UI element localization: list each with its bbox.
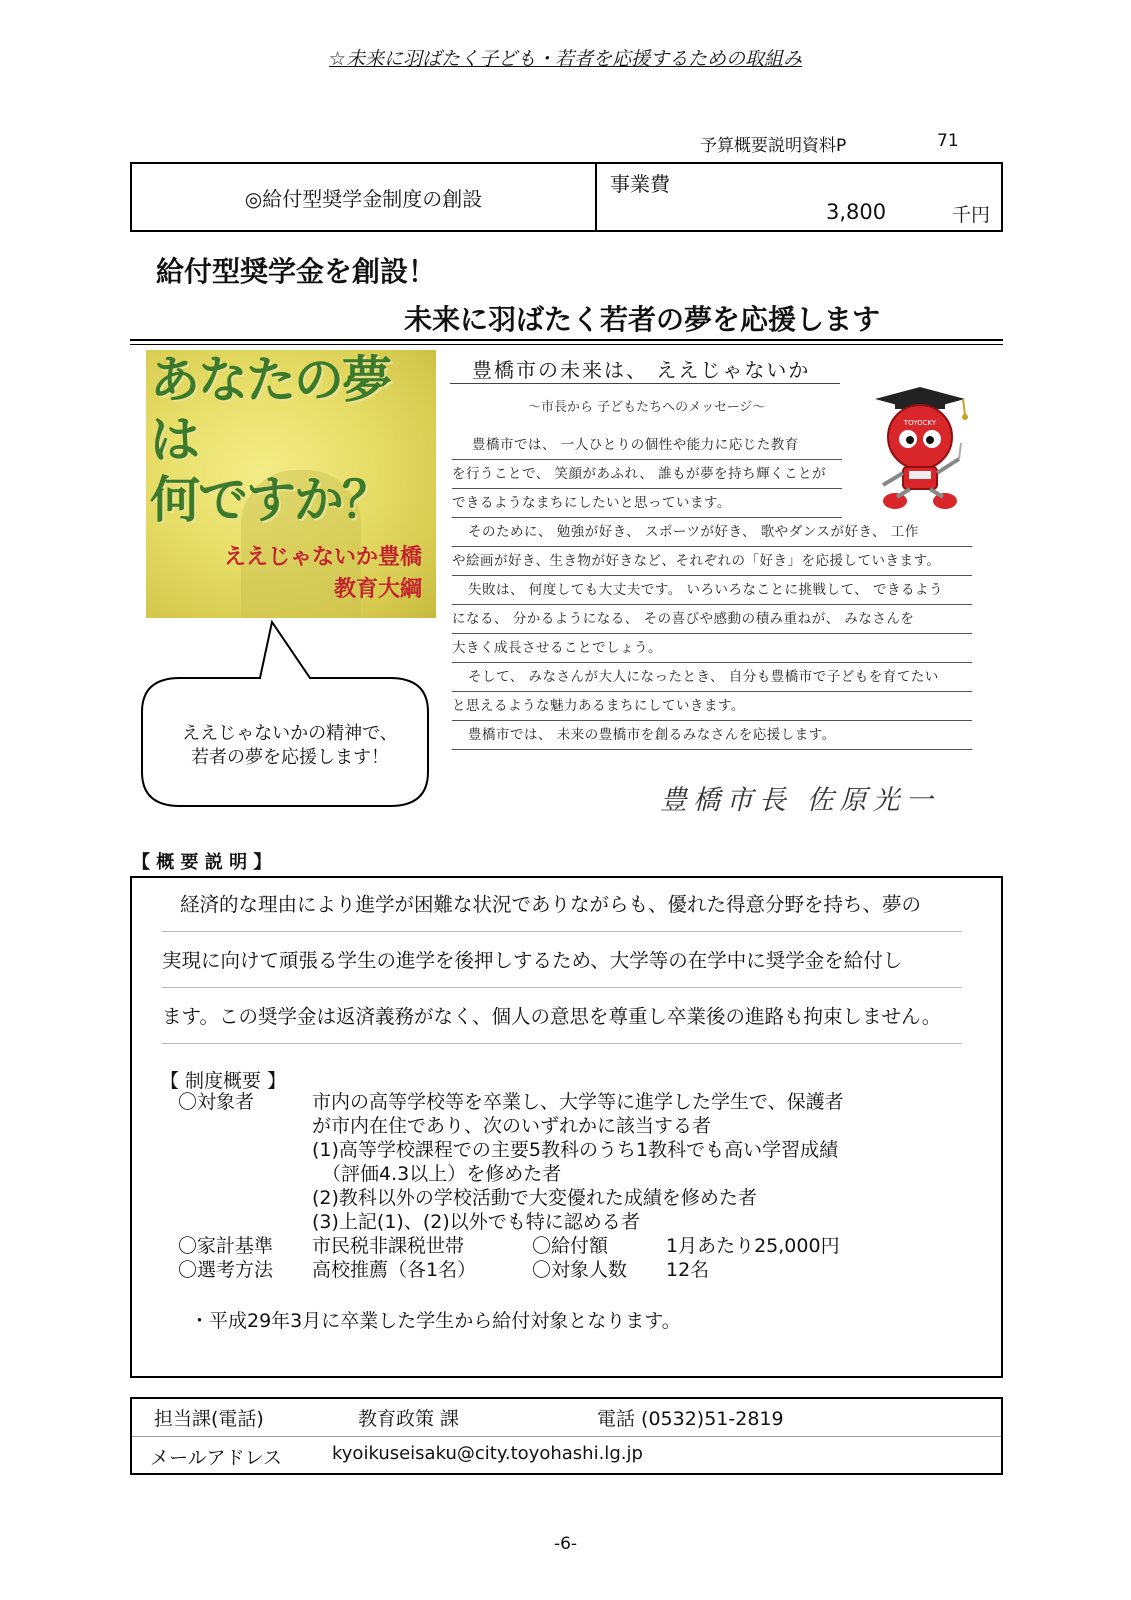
department-value: 教育政策 課 [358,1408,460,1430]
message-line: そして、 みなさんが大人になったとき、 自分も豊橋市で子どもを育てたい [452,662,972,692]
cost-unit: 千円 [952,204,991,226]
speech-bubble-line: ええじゃないかの精神で、 [182,723,398,744]
project-title: ◎給付型奨学金制度の創設 [132,164,597,230]
message-line: そのために、 勉強が好き、 スポーツが好き、 歌やダンスが好き、 工作 [452,517,972,547]
system-overview-label: 【 制度概要 】 [160,1070,287,1092]
email-address: kyoikuseisaku@city.toyohashi.lg.jp [332,1443,643,1464]
overview-paragraph-line: 経済的な理由により進学が困難な状況でありながらも、優れた得意分野を持ち、夢の [162,878,962,932]
message-line: になる、 分かるようになる、 その喜びや感動の積み重ねが、 みなさんを [452,604,972,634]
target-line: （評価4.3以上）を修めた者 [322,1163,562,1185]
recipient-count-value: 12名 [666,1259,710,1281]
message-line: や絵画が好き、生き物が好きなど、それぞれの「好き」を応援していきます。 [452,546,972,576]
contact-table [130,1397,1003,1475]
speech-bubble-text [150,722,430,770]
divider-rule [130,344,1003,345]
poster-title-line: 何ですか？ [150,471,390,529]
message-line: 豊橋市では、 一人ひとりの個性や能力に応じた教育 [452,430,842,460]
message-heading-rule [450,383,840,384]
mascot-hat-label: TOYOCKY [903,419,937,427]
income-criteria-label: 〇家計基準 [178,1235,274,1257]
selection-method-value: 高校推薦（各1名） [312,1259,477,1281]
target-line: が市内在住であり、次のいずれかに該当する者 [312,1115,712,1137]
phone-number: 電話 (0532)51-2819 [597,1408,784,1430]
page-number: -6- [553,1534,578,1554]
target-line: (3)上記(1)、(2)以外でも特に認める者 [312,1211,640,1233]
message-line: と思えるような魅力あるまちにしていきます。 [452,691,972,721]
poster-subtitle: ええじゃないか豊橋 [223,545,422,570]
recipient-count-label: 〇対象人数 [532,1259,628,1281]
benefit-amount-label: 〇給付額 [532,1235,609,1257]
poster-title-line: あなたの夢は [150,351,390,469]
overview-paragraph-line: ます。この奨学金は返済義務がなく、個人の意思を尊重し卒業後の進路も拘束しません。 [162,990,962,1044]
mayor-signature: 豊橋市長 佐原光一 [660,785,939,816]
overview-box [130,876,1003,1378]
reference-page: 71 [937,131,959,151]
cost-amount: 3,800 [826,200,887,224]
department-label: 担当課(電話) [154,1408,264,1430]
cost-label: 事業費 [610,172,670,196]
target-line: (1)高等学校課程での主要5教科のうち1教科でも高い学習成績 [312,1139,839,1161]
mascot-character-illustration [865,385,975,515]
benefit-amount-value: 1月あたり25,000円 [666,1235,840,1257]
education-poster-image [146,350,436,618]
speech-bubble-line: 若者の夢を応援します！ [191,747,389,768]
speech-bubble-shape [140,620,440,820]
email-label: メールアドレス [150,1447,283,1469]
poster-title [150,350,436,530]
selection-method-label: 〇選考方法 [178,1259,274,1281]
message-line: を行うことで、 笑顔があふれ、 誰もが夢を持ち輝くことが [452,459,842,489]
document-title: ☆未来に羽ばたく子ども・若者を応援するための取組み [328,48,803,70]
message-line: 失敗は、 何度しても大丈夫です。 いろいろなことに挑戦して、 できるよう [452,575,972,605]
income-criteria-value: 市民税非課税世帯 [312,1235,465,1257]
headline-secondary: 未来に羽ばたく若者の夢を応援します [404,303,881,336]
budget-table [130,162,1003,232]
overview-section-label: 【 概 要 説 明 】 [132,852,272,873]
message-line: 豊橋市では、 未来の豊橋市を創るみなさんを応援します。 [452,720,972,750]
contact-divider [132,1436,1001,1437]
message-line: 大きく成長させることでしょう。 [452,633,972,663]
overview-note: ・平成29年3月に卒業した学生から給付対象となります。 [190,1310,681,1332]
target-line: 市内の高等学校等を卒業し、大学等に進学した学生で、保護者 [312,1091,844,1113]
headline-primary: 給付型奨学金を創設！ [156,255,437,288]
message-subheading: 〜市長から 子どもたちへのメッセージ〜 [528,400,766,415]
overview-paragraph-line: 実現に向けて頑張る学生の進学を後押しするため、大学等の在学中に奨学金を給付し [162,934,962,988]
target-line: (2)教科以外の学校活動で大変優れた成績を修めた者 [312,1187,757,1209]
message-line: できるようなまちにしたいと思っています。 [452,488,842,518]
poster-subtitle: 教育大綱 [333,577,422,602]
divider-rule [130,339,1003,341]
reference-label: 予算概要説明資料P [700,136,847,156]
message-heading: 豊橋市の未来は、 ええじゃないか [472,358,811,382]
target-label: 〇対象者 [178,1091,255,1113]
